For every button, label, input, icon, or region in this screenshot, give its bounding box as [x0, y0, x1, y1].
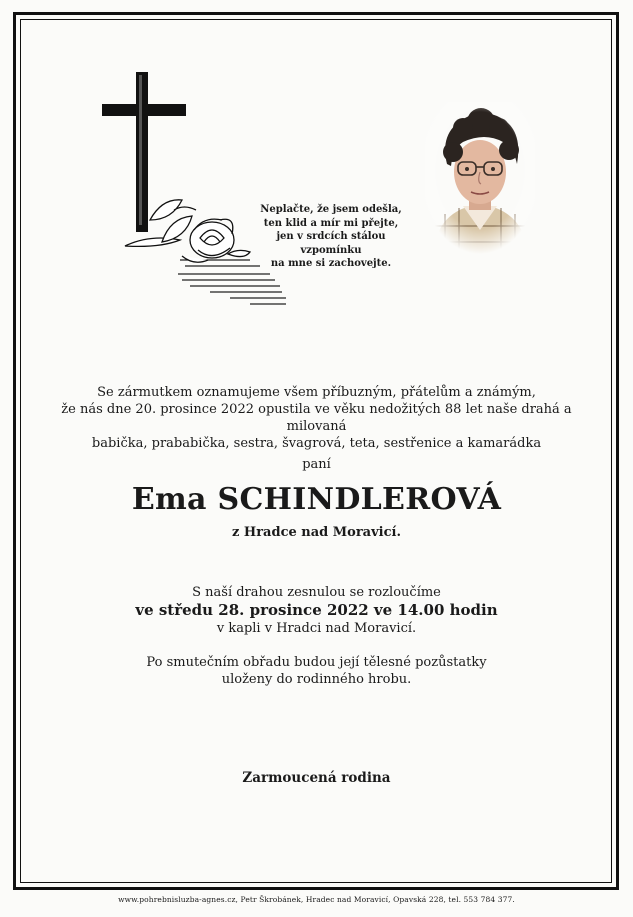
deceased-origin: z Hradce nad Moravicí. — [232, 525, 401, 540]
cross-with-rose-icon — [100, 70, 290, 310]
deceased-name: Ema SCHINDLEROVÁ — [131, 482, 502, 517]
farewell-line: S naší drahou zesnulou se rozloučíme — [192, 585, 441, 600]
footer-contact: www.pohrebnisluzba-agnes.cz, Petr Škrobánek, Hradec nad Moravicí, Opavská 228, tel. 553 784 377. — [118, 895, 515, 904]
poem-line: na mne si zachovejte. — [270, 258, 392, 269]
poem-line: ten klid a mír mi přejte, — [263, 217, 399, 229]
poem-line: jen v srdcích stálou vzpomínku — [276, 231, 386, 256]
intro-line: že nás dne 20. prosince 2022 opustila ve věku nedožitých 88 let naše drahá a milovaná — [61, 402, 572, 434]
farewell-info — [40, 584, 593, 637]
after-line: uloženy do rodinného hrobu. — [221, 672, 412, 687]
after-ceremony — [40, 654, 593, 688]
poem — [246, 203, 416, 271]
honorific: paní — [302, 457, 331, 472]
farewell-place: v kapli v Hradci nad Moravicí. — [216, 621, 417, 636]
announcement-intro — [40, 384, 593, 452]
intro-line: babička, prababička, sestra, švagrová, teta, sestřenice a kamarádka — [91, 436, 542, 451]
intro-line: Se zármutkem oznamujeme všem příbuzným, přátelům a známým, — [97, 385, 536, 400]
poem-line: Neplačte, že jsem odešla, — [260, 204, 402, 215]
signature: Zarmoucená rodina — [242, 770, 391, 786]
after-line: Po smutečním obřadu budou její tělesné pozůstatky — [146, 655, 487, 670]
portrait-photo — [425, 102, 535, 254]
farewell-datetime: ve středu 28. prosince 2022 ve 14.00 hodin — [135, 601, 498, 619]
